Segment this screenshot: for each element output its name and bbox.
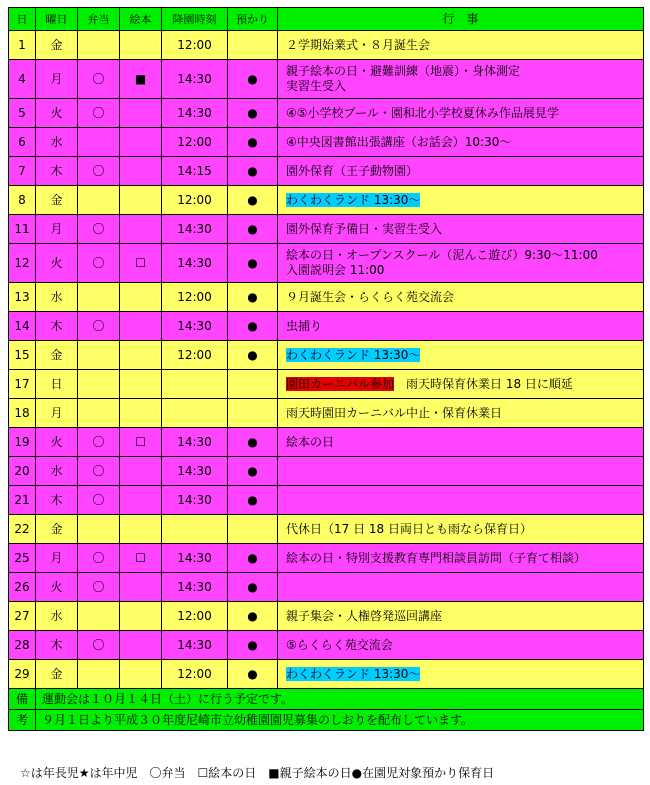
day-cell: 6: [9, 128, 36, 157]
pickup-time-cell: 14:30: [162, 544, 228, 573]
ehon-cell: [120, 341, 162, 370]
ehon-cell: [120, 486, 162, 515]
weekday-cell: 木: [36, 157, 78, 186]
bento-cell: 〇: [78, 544, 120, 573]
pickup-time-cell: 12:00: [162, 660, 228, 689]
weekday-cell: 金: [36, 660, 78, 689]
ehon-cell: [120, 573, 162, 602]
day-cell: 21: [9, 486, 36, 515]
bento-cell: 〇: [78, 428, 120, 457]
legend: ☆は年長児★は年中児 〇弁当 ☐絵本の日 ■親子絵本の日●在園児対象預かり保育日: [20, 766, 495, 780]
care-cell: ●: [228, 486, 278, 515]
day-cell: 25: [9, 544, 36, 573]
ehon-cell: [120, 660, 162, 689]
event-text: 絵本の日・オープンスクール（泥んこ遊び）9:30～11:00: [286, 248, 598, 262]
table-row: [9, 99, 644, 128]
ehon-cell: [120, 312, 162, 341]
weekday-cell: 金: [36, 186, 78, 215]
care-cell: ●: [228, 283, 278, 312]
table-row: [9, 660, 644, 689]
events-cell: [278, 399, 644, 428]
weekday-cell: 日: [36, 370, 78, 399]
table-row: [9, 341, 644, 370]
schedule-table: [8, 7, 644, 731]
weekday-cell: 火: [36, 244, 78, 283]
ehon-cell: ■: [120, 60, 162, 99]
header-bento: 弁当: [78, 8, 120, 31]
bento-cell: [78, 399, 120, 428]
weekday-cell: 火: [36, 99, 78, 128]
event-text: 雨天時保育休業日 18 日に順延: [394, 376, 573, 391]
header-weekday: 曜日: [36, 8, 78, 31]
pickup-time-cell: 14:30: [162, 573, 228, 602]
event-text: 入園説明会 11:00: [286, 263, 385, 277]
event-text: 代休日（17 日 18 日両日とも雨なら保育日）: [286, 521, 532, 536]
wakuwaku-land-highlight: わくわくランド 13:30～: [286, 347, 421, 362]
weekday-cell: 水: [36, 283, 78, 312]
ehon-cell: [120, 602, 162, 631]
ehon-cell: [120, 157, 162, 186]
event-text: 園外保育予備日・実習生受入: [286, 221, 443, 236]
weekday-cell: 火: [36, 428, 78, 457]
day-cell: 26: [9, 573, 36, 602]
day-cell: 15: [9, 341, 36, 370]
weekday-cell: 月: [36, 215, 78, 244]
care-cell: ●: [228, 457, 278, 486]
events-cell: [278, 128, 644, 157]
notes-label-2: 考: [9, 710, 36, 731]
care-cell: ●: [228, 631, 278, 660]
bento-cell: 〇: [78, 312, 120, 341]
bento-cell: 〇: [78, 99, 120, 128]
weekday-cell: 水: [36, 128, 78, 157]
bento-cell: [78, 370, 120, 399]
events-cell: [278, 544, 644, 573]
events-cell: [278, 60, 644, 99]
table-row: [9, 428, 644, 457]
bento-cell: [78, 186, 120, 215]
pickup-time-cell: 12:00: [162, 186, 228, 215]
event-text: ２学期始業式・８月誕生会: [286, 37, 431, 52]
events-cell: [278, 602, 644, 631]
table-row: [9, 157, 644, 186]
day-cell: 12: [9, 244, 36, 283]
pickup-time-cell: 14:30: [162, 457, 228, 486]
events-cell: [278, 31, 644, 60]
weekday-cell: 月: [36, 399, 78, 428]
header-pickup-time: 降園時刻: [162, 8, 228, 31]
weekday-cell: 金: [36, 515, 78, 544]
pickup-time-cell: 14:30: [162, 215, 228, 244]
day-cell: 11: [9, 215, 36, 244]
day-cell: 13: [9, 283, 36, 312]
pickup-time-cell: 12:00: [162, 341, 228, 370]
pickup-time-cell: [162, 399, 228, 428]
events-cell: [278, 157, 644, 186]
day-cell: 1: [9, 31, 36, 60]
events-cell: [278, 244, 644, 283]
pickup-time-cell: [162, 515, 228, 544]
pickup-time-cell: 14:30: [162, 312, 228, 341]
bento-cell: [78, 128, 120, 157]
bento-cell: 〇: [78, 157, 120, 186]
weekday-cell: 木: [36, 486, 78, 515]
weekday-cell: 月: [36, 544, 78, 573]
event-text: ⑤らくらく苑交流会: [286, 637, 393, 652]
ehon-cell: [120, 31, 162, 60]
header-ehon: 絵本: [120, 8, 162, 31]
ehon-cell: ☐: [120, 544, 162, 573]
event-text: ④⑤小学校プール・園和北小学校夏休み作品展見学: [286, 105, 559, 120]
pickup-time-cell: 14:30: [162, 486, 228, 515]
header-day: 日: [9, 8, 36, 31]
care-cell: ●: [228, 341, 278, 370]
bento-cell: [78, 660, 120, 689]
events-cell: [278, 457, 644, 486]
day-cell: 8: [9, 186, 36, 215]
event-text: 園外保育（王子動物園）: [286, 163, 419, 178]
bento-cell: 〇: [78, 60, 120, 99]
table-row: [9, 283, 644, 312]
pickup-time-cell: [162, 370, 228, 399]
care-cell: ●: [228, 244, 278, 283]
weekday-cell: 木: [36, 312, 78, 341]
table-row: [9, 244, 644, 283]
day-cell: 14: [9, 312, 36, 341]
table-row: [9, 544, 644, 573]
events-cell: [278, 370, 644, 399]
care-cell: ●: [228, 544, 278, 573]
care-cell: ●: [228, 573, 278, 602]
bento-cell: [78, 515, 120, 544]
ehon-cell: [120, 99, 162, 128]
ehon-cell: [120, 399, 162, 428]
care-cell: [228, 31, 278, 60]
table-row: [9, 573, 644, 602]
event-text: 親子絵本の日・避難訓練（地震）・身体測定: [286, 64, 521, 78]
events-cell: [278, 312, 644, 341]
notes-row: [9, 710, 644, 731]
bento-cell: 〇: [78, 486, 120, 515]
events-cell: [278, 515, 644, 544]
notes-row: [9, 689, 644, 710]
bento-cell: [78, 341, 120, 370]
event-text: 実習生受入: [286, 79, 347, 93]
ehon-cell: [120, 457, 162, 486]
care-cell: ●: [228, 99, 278, 128]
events-cell: [278, 486, 644, 515]
events-cell: [278, 573, 644, 602]
carnival-highlight: 園田カーニバル参加: [286, 376, 395, 391]
care-cell: ●: [228, 60, 278, 99]
table-row: [9, 486, 644, 515]
day-cell: 17: [9, 370, 36, 399]
care-cell: ●: [228, 602, 278, 631]
events-cell: [278, 631, 644, 660]
pickup-time-cell: 12:00: [162, 283, 228, 312]
events-cell: [278, 215, 644, 244]
day-cell: 22: [9, 515, 36, 544]
ehon-cell: ☐: [120, 244, 162, 283]
table-row: [9, 31, 644, 60]
events-cell: [278, 660, 644, 689]
table-row: [9, 631, 644, 660]
table-row: [9, 515, 644, 544]
table-row: [9, 399, 644, 428]
bento-cell: [78, 602, 120, 631]
event-text: 親子集会・人権啓発巡回講座: [286, 608, 443, 623]
notes-line-1: 運動会は１０月１４日（土）に行う予定です。: [36, 689, 644, 710]
pickup-time-cell: 12:00: [162, 31, 228, 60]
event-text: ④中央図書館出張講座（お話会）10:30～: [286, 134, 512, 149]
care-cell: ●: [228, 312, 278, 341]
day-cell: 4: [9, 60, 36, 99]
header-care: 預かり: [228, 8, 278, 31]
weekday-cell: 金: [36, 31, 78, 60]
day-cell: 19: [9, 428, 36, 457]
table-row: [9, 215, 644, 244]
care-cell: ●: [228, 157, 278, 186]
events-cell: [278, 428, 644, 457]
notes-label-1: 備: [9, 689, 36, 710]
ehon-cell: [120, 283, 162, 312]
day-cell: 28: [9, 631, 36, 660]
care-cell: [228, 399, 278, 428]
bento-cell: 〇: [78, 244, 120, 283]
weekday-cell: 金: [36, 341, 78, 370]
care-cell: ●: [228, 186, 278, 215]
day-cell: 5: [9, 99, 36, 128]
event-text: 雨天時園田カーニバル中止・保育休業日: [286, 405, 503, 420]
event-text: 絵本の日: [286, 434, 335, 449]
ehon-cell: [120, 215, 162, 244]
pickup-time-cell: 14:15: [162, 157, 228, 186]
wakuwaku-land-highlight: わくわくランド 13:30～: [286, 666, 421, 681]
pickup-time-cell: 12:00: [162, 128, 228, 157]
bento-cell: [78, 283, 120, 312]
weekday-cell: 火: [36, 573, 78, 602]
bento-cell: 〇: [78, 215, 120, 244]
ehon-cell: [120, 631, 162, 660]
events-cell: [278, 186, 644, 215]
header-row: [9, 8, 644, 31]
pickup-time-cell: 14:30: [162, 631, 228, 660]
event-text: 絵本の日・特別支援教育専門相談員訪問（子育て相談）: [286, 550, 587, 565]
care-cell: ●: [228, 428, 278, 457]
events-cell: [278, 341, 644, 370]
day-cell: 29: [9, 660, 36, 689]
pickup-time-cell: 14:30: [162, 428, 228, 457]
ehon-cell: [120, 370, 162, 399]
header-events: 行 事: [278, 8, 644, 31]
table-row: [9, 186, 644, 215]
pickup-time-cell: 14:30: [162, 60, 228, 99]
ehon-cell: [120, 515, 162, 544]
table-row: [9, 128, 644, 157]
bento-cell: 〇: [78, 573, 120, 602]
day-cell: 27: [9, 602, 36, 631]
ehon-cell: ☐: [120, 428, 162, 457]
care-cell: ●: [228, 215, 278, 244]
care-cell: [228, 370, 278, 399]
care-cell: ●: [228, 660, 278, 689]
bento-cell: 〇: [78, 631, 120, 660]
ehon-cell: [120, 128, 162, 157]
care-cell: ●: [228, 128, 278, 157]
table-row: [9, 602, 644, 631]
bento-cell: 〇: [78, 457, 120, 486]
pickup-time-cell: 14:30: [162, 244, 228, 283]
ehon-cell: [120, 186, 162, 215]
pickup-time-cell: 14:30: [162, 99, 228, 128]
pickup-time-cell: 12:00: [162, 602, 228, 631]
table-row: [9, 60, 644, 99]
table-row: [9, 312, 644, 341]
event-text: ９月誕生会・らくらく苑交流会: [286, 289, 455, 304]
table-row: [9, 457, 644, 486]
events-cell: [278, 283, 644, 312]
day-cell: 20: [9, 457, 36, 486]
notes-line-2: ９月１日より平成３０年度尼崎市立幼稚園園児募集のしおりを配布しています。: [36, 710, 644, 731]
weekday-cell: 水: [36, 602, 78, 631]
weekday-cell: 木: [36, 631, 78, 660]
event-text: 虫捕り: [286, 318, 323, 333]
weekday-cell: 水: [36, 457, 78, 486]
events-cell: [278, 99, 644, 128]
day-cell: 18: [9, 399, 36, 428]
weekday-cell: 月: [36, 60, 78, 99]
wakuwaku-land-highlight: わくわくランド 13:30～: [286, 192, 421, 207]
day-cell: 7: [9, 157, 36, 186]
bento-cell: [78, 31, 120, 60]
table-row: [9, 370, 644, 399]
care-cell: [228, 515, 278, 544]
